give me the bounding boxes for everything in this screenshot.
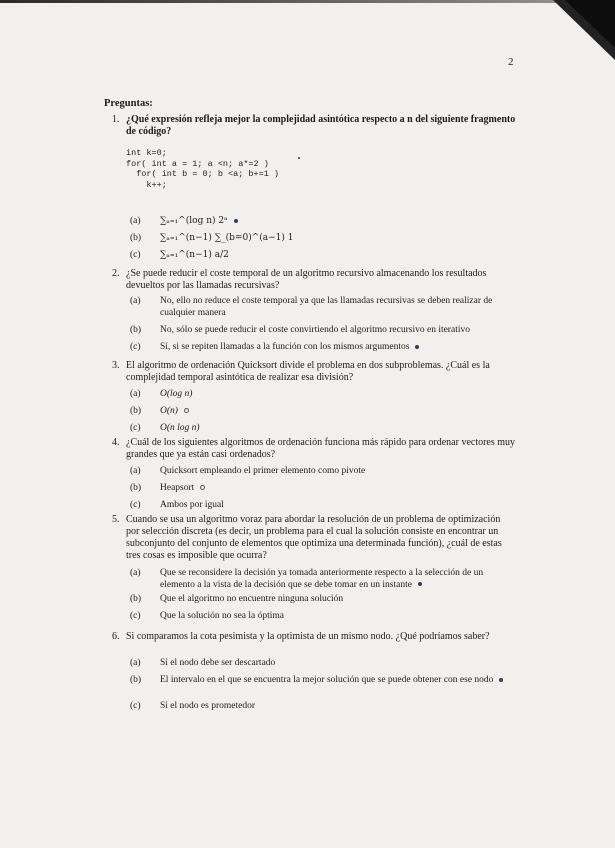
section-title: Preguntas: [104,98,153,109]
option-text: Sí, si se repiten llamadas a la función con los mismos argumentos [160,342,516,354]
option-label: (b) [130,406,142,416]
option-label: (b) [130,325,142,335]
question-number: 5. [112,514,120,525]
option-text: No, sólo se puede reducir el coste convirtiendo el algoritmo recursivo en iterativo [160,325,470,335]
option-text: Que se reconsidere la decisión ya tomada anteriormente respecto a la selección de un elemento a la vista de la decisión que se debe tomar en un instante [160,568,484,590]
option-label: (c) [130,611,141,621]
option-text: Si el nodo debe ser descartado [160,658,276,668]
question-text: Si comparamos la cota pesimista y la optimista de un mismo nodo. ¿Qué podríamos saber? [126,631,490,642]
option-text: No, ello no reduce el coste temporal ya que las llamadas recursivas se deben realizar de cualquier manera [160,296,493,318]
option-label: (a) [130,216,141,226]
option-label: (b) [130,483,142,493]
option-label: (b) [130,675,142,685]
scan-shadow-corner [535,0,615,60]
pencil-mark-icon [184,408,189,413]
question-text: El algoritmo de ordenación Quicksort divide el problema en dos subproblemas. ¿Cuál es la complejidad temporal asintótica de realizar esa división? [126,360,490,383]
pencil-mark-icon [200,485,205,490]
option-text: Ambos por igual [160,500,224,510]
question-text: ¿Qué expresión refleja mejor la complejidad asintótica respecto a n del siguiente fragmento de código? [126,114,516,137]
option-label: (a) [130,389,141,399]
option-text: El intervalo en el que se encuentra la mejor solución que se puede obtener con ese nodo [160,675,516,687]
option-label: (c) [130,250,141,260]
option-label: (a) [130,658,141,668]
option-text: Heapsort [160,483,516,495]
option-label: (a) [130,296,141,306]
option-label: (c) [130,423,141,433]
option-label: (c) [130,342,141,352]
question-number: 1. [112,114,120,125]
option-text: Que la solución no sea la óptima [160,611,284,621]
question-text: ¿Se puede reducir el coste temporal de un algoritmo recursivo almacenando los resultados devueltos por las llamadas recursivas? [126,268,487,291]
option-text: O(n) [160,406,516,418]
option-text: Quicksort empleando el primer elemento como pivote [160,466,366,476]
option-text: O(log n) [160,389,193,399]
option-label: (a) [130,568,141,578]
option-label: (b) [130,233,142,243]
option-text: ∑ₐ₌₁^(log n) 2ᵃ [160,216,516,228]
option-text: ∑ₐ₌₁^(n−1) ∑_(b=0)^(a−1) 1 [160,233,294,243]
question-number: 4. [112,437,120,448]
stray-mark [298,157,300,159]
pencil-mark-icon [418,582,422,586]
page-number: 2 [508,56,514,68]
pencil-mark-icon [499,678,503,682]
scan-top-edge [0,0,615,3]
question-text: ¿Cuál de los siguientes algoritmos de ordenación funciona más rápido para ordenar vectores muy grandes que ya están casi ordenados? [126,437,516,460]
option-label: (b) [130,594,142,604]
pencil-mark-icon [234,219,238,223]
option-text: ∑ₐ₌₁^(n−1) a/2 [160,250,229,260]
question-number: 3. [112,360,120,371]
option-text: O(n log n) [160,423,200,433]
option-label: (a) [130,466,141,476]
code-snippet: int k=0; for( int a = 1; a <n; a*=2 ) for( int b = 0; b <a; b+=1 ) k++; [126,148,280,190]
option-label: (c) [130,701,141,711]
option-text: Si el nodo es prometedor [160,701,255,711]
option-text: Que el algoritmo no encuentre ninguna solución [160,594,344,604]
question-text: Cuando se usa un algoritmo voraz para abordar la resolución de un problema de optimización por selección discreta (es decir, un problema para el cual la solución consiste en encontrar un subconjunto del conjunto de elementos que optimiza una determinada función), ¿cuál de estas tres cosas es imposible que ocurra? [126,514,502,561]
option-label: (c) [130,500,141,510]
pencil-mark-icon [415,345,419,349]
question-number: 6. [112,631,120,642]
question-number: 2. [112,268,120,279]
